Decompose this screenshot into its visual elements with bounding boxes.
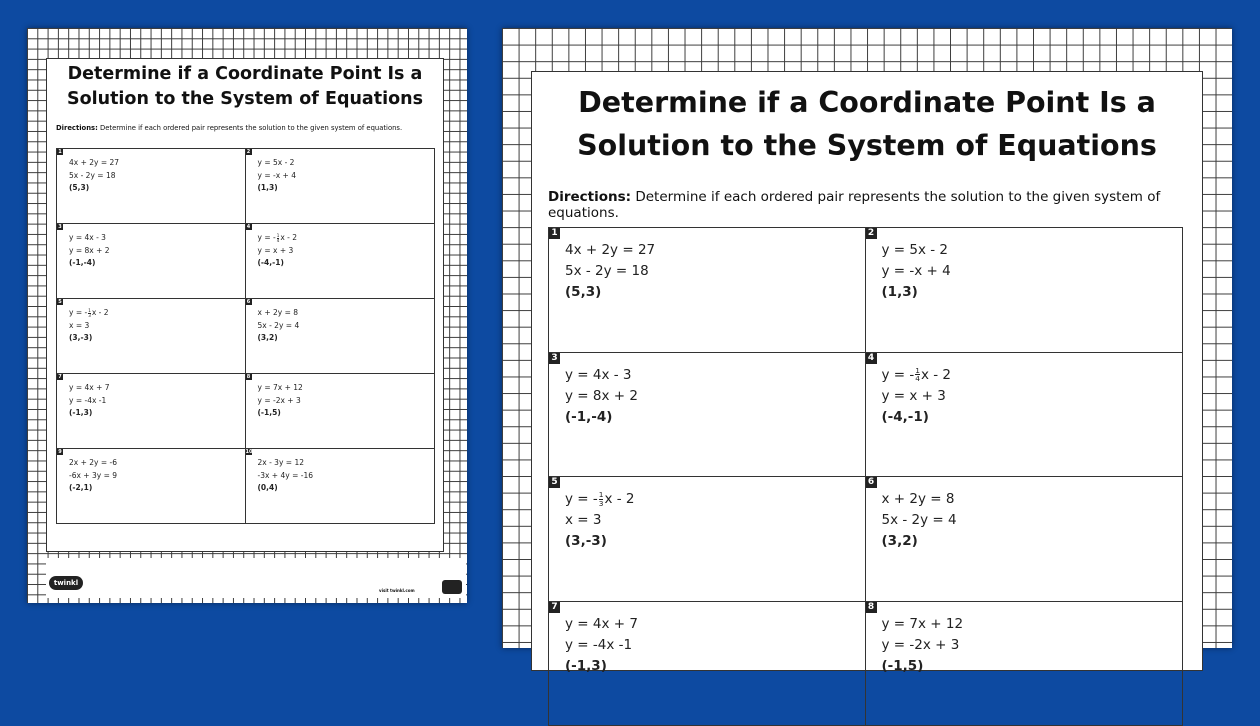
problem-cell: 1 4x + 2y = 27 5x - 2y = 18 (5,3) — [57, 149, 246, 224]
problem-cell: 1 4x + 2y = 27 5x - 2y = 18 (5,3) — [549, 228, 866, 353]
problem-cell: 7 y = 4x + 7 y = -4x -1 (-1,3) — [549, 602, 866, 726]
thumbnail-problem-grid — [56, 148, 435, 524]
problem-grid — [548, 227, 1183, 726]
thumbnail-directions: Directions: Determine if each ordered pair represents the solution to the given system of equations. — [56, 124, 443, 132]
problem-cell: 6 x + 2y = 8 5x - 2y = 4 (3,2) — [246, 299, 435, 374]
worksheet-thumbnail — [27, 28, 467, 603]
problem-cell: 7 y = 4x + 7 y = -4x -1 (-1,3) — [57, 374, 246, 449]
problem-cell: 5 y = - $\frac{1}{3}$ x - 2 x = 3 (3,-3) — [549, 477, 866, 602]
problem-cell: 2 y = 5x - 2 y = -x + 4 (1,3) — [866, 228, 1183, 353]
problem-cell: 4 y = - $\frac{1}{4}$ x - 2 y = x + 3 (-4,-1) — [246, 224, 435, 299]
problem-cell: 8 y = 7x + 12 y = -2x + 3 (-1,5) — [866, 602, 1183, 726]
thumbnail-content — [46, 58, 444, 552]
thumbnail-footer — [46, 558, 466, 598]
problem-cell: 5 y = - $\frac{1}{3}$ x - 2 x = 3 (3,-3) — [57, 299, 246, 374]
zoomed-content — [531, 71, 1203, 671]
page-title: Determine if a Coordinate Point Is a Solution to the System of Equations — [532, 81, 1202, 167]
directions: Directions: Determine if each ordered pair represents the solution to the given system of equations. — [548, 189, 1202, 221]
problem-cell: 10 2x - 3y = 12 -3x + 4y = -16 (0,4) — [246, 449, 435, 524]
problem-cell: 8 y = 7x + 12 y = -2x + 3 (-1,5) — [246, 374, 435, 449]
twinkl-logo: twinkl — [49, 576, 83, 590]
problem-cell: 3 y = 4x - 3 y = 8x + 2 (-1,-4) — [57, 224, 246, 299]
worksheet-zoomed — [502, 28, 1232, 648]
thumbnail-title: Determine if a Coordinate Point Is a Solution to the System of Equations — [47, 62, 443, 112]
problem-cell: 2 y = 5x - 2 y = -x + 4 (1,3) — [246, 149, 435, 224]
badge-icon — [442, 580, 462, 594]
problem-cell: 4 y = - $\frac{1}{4}$ x - 2 y = x + 3 (-4,-1) — [866, 353, 1183, 478]
visit-text: visit twinkl.com — [379, 588, 415, 593]
problem-cell: 3 y = 4x - 3 y = 8x + 2 (-1,-4) — [549, 353, 866, 478]
problem-cell: 9 2x + 2y = -6 -6x + 3y = 9 (-2,1) — [57, 449, 246, 524]
problem-cell: 6 x + 2y = 8 5x - 2y = 4 (3,2) — [866, 477, 1183, 602]
